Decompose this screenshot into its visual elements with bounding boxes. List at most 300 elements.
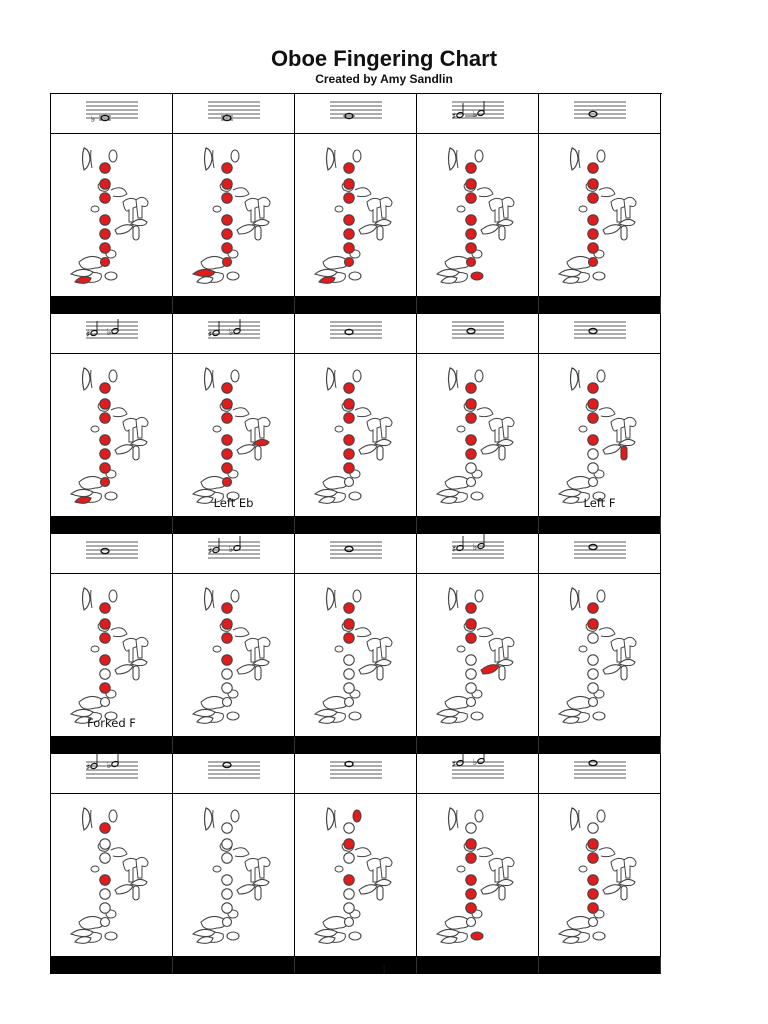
- separator-bar: [51, 297, 173, 314]
- fingering-cell: [295, 134, 417, 297]
- key-c1: [75, 937, 91, 944]
- key-r1: [344, 435, 354, 445]
- key-l3: [100, 853, 110, 863]
- staff-notation: [51, 314, 173, 354]
- key-rtf: [499, 226, 505, 240]
- key-l3: [466, 413, 476, 423]
- sharp-sign: ♯: [452, 112, 457, 122]
- key-r3: [588, 683, 598, 693]
- oboe-key-diagram: [567, 368, 636, 502]
- fingering-diagram: [173, 574, 295, 737]
- key-oct: [231, 590, 239, 602]
- oboe-key-diagram: [323, 588, 392, 722]
- key-rtf: [499, 446, 505, 460]
- key-gs: [481, 445, 499, 454]
- fingering-cell: [173, 354, 295, 517]
- key-l1: [466, 823, 476, 833]
- oboe-key-diagram: [201, 808, 270, 942]
- fingering-row: [51, 534, 662, 754]
- key-oct: [597, 150, 605, 162]
- key-r2: [588, 449, 598, 459]
- key-c1: [563, 717, 579, 724]
- flat-sign: ♭: [229, 545, 234, 555]
- whole-note: [589, 328, 597, 333]
- separator-bar: [173, 517, 295, 534]
- note-cell: [173, 534, 295, 574]
- key-c1: [563, 277, 579, 284]
- oboe-key-diagram: [445, 808, 514, 942]
- sharp-sign: ♯: [208, 330, 213, 340]
- key-l1: [100, 823, 110, 833]
- key-r1: [344, 875, 354, 885]
- fingering-diagram: [417, 354, 539, 517]
- whole-note: [589, 760, 597, 765]
- key-l3: [100, 633, 110, 643]
- key-rtf: [133, 226, 139, 240]
- key-l3: [100, 413, 110, 423]
- key-c2: [315, 709, 337, 716]
- note-cell: [539, 314, 661, 354]
- oboe-key-diagram: [567, 808, 636, 942]
- key-r3: [344, 903, 354, 913]
- key-oct: [109, 810, 117, 822]
- key-c2: [71, 489, 93, 496]
- fingering-diagram: [51, 134, 173, 297]
- staff-notation: [295, 754, 417, 794]
- key-lowl: [593, 712, 605, 720]
- key-lowl: [227, 712, 239, 720]
- key-r1: [588, 875, 598, 885]
- note-cell: [51, 94, 173, 134]
- key-l3: [344, 633, 354, 643]
- key-gs: [359, 225, 377, 234]
- fingering-cell: [295, 574, 417, 737]
- fingering-cell: [51, 134, 173, 297]
- key-l3: [466, 853, 476, 863]
- note-cell: [295, 534, 417, 574]
- fingering-cell: [539, 794, 661, 957]
- note-cell: [539, 94, 661, 134]
- key-gs: [603, 665, 621, 674]
- key-l3: [344, 853, 354, 863]
- key-rtf: [255, 226, 261, 240]
- fingering-cell: [539, 134, 661, 297]
- staff: [452, 101, 504, 122]
- key-rtf: [499, 886, 505, 900]
- key-l3: [222, 853, 232, 863]
- key-oct: [109, 370, 117, 382]
- key-gs: [237, 665, 255, 674]
- key-rlow: [345, 918, 354, 927]
- sharp-sign: ♯: [86, 330, 91, 340]
- key-rtf: [377, 446, 383, 460]
- key-gs: [603, 225, 621, 234]
- key-l2: [588, 399, 598, 409]
- key-c2: [193, 269, 215, 276]
- staff-notation: [295, 314, 417, 354]
- key-rtf: [133, 886, 139, 900]
- fingering-diagram: [295, 574, 417, 737]
- whole-note: [101, 548, 109, 553]
- key-rlow: [223, 698, 232, 707]
- key-oct: [597, 370, 605, 382]
- key-c2: [193, 709, 215, 716]
- key-rlow: [345, 698, 354, 707]
- key-gs: [359, 665, 377, 674]
- oboe-key-diagram: [445, 148, 514, 282]
- key-l3: [222, 193, 232, 203]
- key-r2: [588, 889, 598, 899]
- staff: [330, 542, 382, 558]
- key-rlow: [589, 258, 598, 267]
- whole-note: [223, 762, 231, 767]
- staff-notation: [51, 94, 173, 134]
- page-subtitle: Created by Amy Sandlin: [315, 72, 453, 86]
- oboe-key-diagram: [323, 148, 392, 282]
- fingering-cell: [173, 134, 295, 297]
- separator-bar: [417, 517, 539, 534]
- key-gs: [115, 225, 133, 234]
- key-r3: [588, 903, 598, 913]
- key-l2: [100, 179, 110, 189]
- oboe-key-diagram: [445, 368, 514, 502]
- fingering-diagram: [417, 574, 539, 737]
- fingering-cell: [417, 794, 539, 957]
- key-oct: [109, 150, 117, 162]
- key-l2: [222, 399, 232, 409]
- fingering-row: [51, 94, 662, 314]
- key-rlow: [101, 698, 110, 707]
- key-oct: [353, 370, 361, 382]
- staff: [330, 322, 382, 338]
- key-gs: [359, 445, 377, 454]
- key-lowl: [227, 272, 239, 280]
- key-l1: [222, 163, 232, 173]
- oboe-key-diagram: [567, 588, 636, 722]
- key-l1: [100, 163, 110, 173]
- staff-notation: [173, 314, 295, 354]
- key-r1: [100, 435, 110, 445]
- key-c1: [441, 717, 457, 724]
- key-r3: [466, 463, 476, 473]
- key-rlow: [589, 478, 598, 487]
- key-rtf: [133, 666, 139, 680]
- key-oct: [231, 150, 239, 162]
- separator-bar: [539, 297, 661, 314]
- key-lowl: [471, 492, 483, 500]
- key-l3: [466, 193, 476, 203]
- note-cell: [173, 94, 295, 134]
- key-r3: [222, 683, 232, 693]
- key-rlow: [467, 258, 476, 267]
- key-rlow: [101, 478, 110, 487]
- key-l1: [222, 383, 232, 393]
- fingering-cell: [539, 354, 661, 517]
- key-c1: [197, 277, 213, 284]
- fingering-diagram: [51, 574, 173, 737]
- key-c1: [441, 277, 457, 284]
- fingering-diagram: [539, 354, 661, 517]
- key-r3: [222, 463, 232, 473]
- staff-notation: [51, 534, 173, 574]
- staff: [330, 102, 382, 119]
- key-c1: [197, 937, 213, 944]
- key-rlow: [467, 918, 476, 927]
- oboe-key-diagram: [79, 148, 148, 282]
- whole-note: [345, 546, 353, 551]
- fingering-diagram: [173, 354, 295, 517]
- staff-notation: [539, 94, 661, 134]
- fingering-row: [51, 314, 662, 534]
- key-rlow: [589, 698, 598, 707]
- key-l3: [588, 193, 598, 203]
- note-cell: [295, 94, 417, 134]
- key-l2: [222, 179, 232, 189]
- key-r2: [100, 889, 110, 899]
- key-r1: [222, 875, 232, 885]
- key-r3: [466, 243, 476, 253]
- key-rtf: [621, 446, 627, 460]
- key-c2: [71, 269, 93, 276]
- key-l2: [222, 619, 232, 629]
- key-r3: [588, 243, 598, 253]
- key-l3: [344, 193, 354, 203]
- key-r3: [222, 903, 232, 913]
- separator-bar: [539, 517, 661, 534]
- separator-bar: [295, 737, 417, 754]
- oboe-key-diagram: [323, 808, 392, 942]
- key-r2: [466, 889, 476, 899]
- key-c1: [319, 937, 335, 944]
- key-l1: [344, 603, 354, 613]
- key-r1: [100, 655, 110, 665]
- key-l2: [100, 399, 110, 409]
- separator-bar: [539, 737, 661, 754]
- key-r3: [100, 463, 110, 473]
- key-c2: [559, 929, 581, 936]
- key-lowl: [105, 492, 117, 500]
- key-lowl: [105, 272, 117, 280]
- key-l1: [344, 823, 354, 833]
- sharp-sign: ♯: [208, 547, 213, 557]
- staff: [208, 319, 260, 340]
- key-c2: [437, 709, 459, 716]
- key-r3: [100, 243, 110, 253]
- key-l2: [344, 179, 354, 189]
- whole-note: [467, 328, 475, 333]
- key-c2: [315, 929, 337, 936]
- flat-sign: ♭: [473, 543, 478, 553]
- note-cell: [51, 534, 173, 574]
- fingering-diagram: [295, 134, 417, 297]
- page-number: 1: [380, 962, 388, 977]
- fingering-cell: [417, 354, 539, 517]
- note-cell: [417, 94, 539, 134]
- staff: [452, 322, 504, 338]
- key-l3: [344, 413, 354, 423]
- flat-sign: ♭: [107, 328, 112, 338]
- staff: [574, 102, 626, 118]
- key-rlow: [223, 478, 232, 487]
- key-r3: [344, 243, 354, 253]
- staff: [86, 102, 138, 125]
- fingering-label: Forked F: [87, 716, 136, 730]
- key-oct: [597, 810, 605, 822]
- key-c1: [441, 937, 457, 944]
- note-cell: [539, 534, 661, 574]
- staff: [574, 542, 626, 558]
- fingering-diagram: [295, 794, 417, 957]
- key-l2: [588, 839, 598, 849]
- fingering-row: [51, 754, 662, 974]
- fingering-cell: [295, 794, 417, 957]
- oboe-key-diagram: [323, 368, 392, 502]
- note-cell: [417, 534, 539, 574]
- key-c2: [437, 929, 459, 936]
- key-c2: [559, 269, 581, 276]
- staff: [452, 534, 504, 558]
- fingering-diagram: [295, 354, 417, 517]
- fingering-cell: [51, 574, 173, 737]
- key-r2: [588, 669, 598, 679]
- fingering-diagram: [539, 134, 661, 297]
- key-l1: [344, 383, 354, 393]
- staff: [208, 536, 260, 558]
- key-r1: [466, 435, 476, 445]
- key-c1: [319, 717, 335, 724]
- note-cell: [417, 754, 539, 794]
- key-r1: [222, 435, 232, 445]
- key-r2: [100, 229, 110, 239]
- key-r3: [588, 463, 598, 473]
- fingering-cell: [173, 794, 295, 957]
- key-oct: [475, 810, 483, 822]
- key-lowl: [349, 932, 361, 940]
- fingering-chart-table: [50, 93, 662, 974]
- key-lowl: [471, 712, 483, 720]
- staff-notation: [539, 754, 661, 794]
- oboe-key-diagram: [567, 148, 636, 282]
- note-cell: [51, 754, 173, 794]
- key-r1: [466, 215, 476, 225]
- staff: [330, 761, 382, 778]
- key-gs: [481, 665, 499, 674]
- key-rlow: [345, 478, 354, 487]
- key-rtf: [499, 666, 505, 680]
- key-l2: [344, 399, 354, 409]
- key-r3: [344, 463, 354, 473]
- key-r2: [100, 669, 110, 679]
- staff: [574, 760, 626, 778]
- key-r3: [100, 903, 110, 913]
- oboe-key-diagram: [201, 588, 270, 722]
- flat-sign: ♭: [473, 758, 478, 768]
- key-oct: [475, 590, 483, 602]
- note-cell: [51, 314, 173, 354]
- key-rlow: [223, 258, 232, 267]
- sharp-sign: ♯: [452, 760, 457, 770]
- fingering-cell: [51, 354, 173, 517]
- key-l1: [588, 163, 598, 173]
- key-gs: [481, 225, 499, 234]
- key-l2: [100, 839, 110, 849]
- key-rtf: [621, 226, 627, 240]
- key-r1: [588, 215, 598, 225]
- fingering-diagram: [51, 354, 173, 517]
- key-l3: [222, 633, 232, 643]
- fingering-diagram: [173, 794, 295, 957]
- key-l1: [344, 163, 354, 173]
- staff-notation: [417, 534, 539, 574]
- fingering-cell: [417, 134, 539, 297]
- fingering-diagram: [539, 794, 661, 957]
- key-rlow: [467, 698, 476, 707]
- staff-notation: [173, 534, 295, 574]
- key-r2: [344, 449, 354, 459]
- flat-sign: ♭: [229, 328, 234, 338]
- key-r1: [466, 655, 476, 665]
- key-l3: [100, 193, 110, 203]
- key-r2: [466, 669, 476, 679]
- key-r1: [588, 435, 598, 445]
- flat-sign: ♭: [473, 110, 478, 120]
- key-gs: [237, 225, 255, 234]
- key-c1: [319, 277, 335, 284]
- note-cell: [295, 314, 417, 354]
- staff: [452, 754, 504, 778]
- staff-notation: [51, 754, 173, 794]
- key-oct: [475, 150, 483, 162]
- key-r2: [344, 669, 354, 679]
- key-l2: [466, 619, 476, 629]
- key-c2: [437, 489, 459, 496]
- oboe-key-diagram: [201, 148, 270, 282]
- fingering-cell: [51, 794, 173, 957]
- key-r2: [222, 229, 232, 239]
- key-r2: [222, 449, 232, 459]
- fingering-cell: [539, 574, 661, 737]
- key-l2: [588, 179, 598, 189]
- key-r1: [222, 215, 232, 225]
- key-r2: [588, 229, 598, 239]
- fingering-diagram: [173, 134, 295, 297]
- separator-bar: [51, 737, 173, 754]
- staff: [86, 542, 138, 558]
- oboe-key-diagram: [445, 588, 514, 722]
- key-r3: [466, 683, 476, 693]
- key-rlow: [467, 478, 476, 487]
- key-c2: [559, 709, 581, 716]
- note-cell: [173, 314, 295, 354]
- key-rtf: [377, 226, 383, 240]
- key-c1: [197, 717, 213, 724]
- key-r2: [466, 449, 476, 459]
- key-rlow: [101, 258, 110, 267]
- key-l1: [222, 603, 232, 613]
- separator-bar: [417, 297, 539, 314]
- key-r2: [222, 669, 232, 679]
- key-gs: [359, 885, 377, 894]
- key-gs: [237, 445, 255, 454]
- staff-notation: [539, 314, 661, 354]
- staff-notation: [417, 314, 539, 354]
- key-r1: [344, 215, 354, 225]
- key-r3: [100, 683, 110, 693]
- key-l1: [466, 603, 476, 613]
- key-c2: [193, 929, 215, 936]
- key-l3: [588, 633, 598, 643]
- key-c2: [315, 489, 337, 496]
